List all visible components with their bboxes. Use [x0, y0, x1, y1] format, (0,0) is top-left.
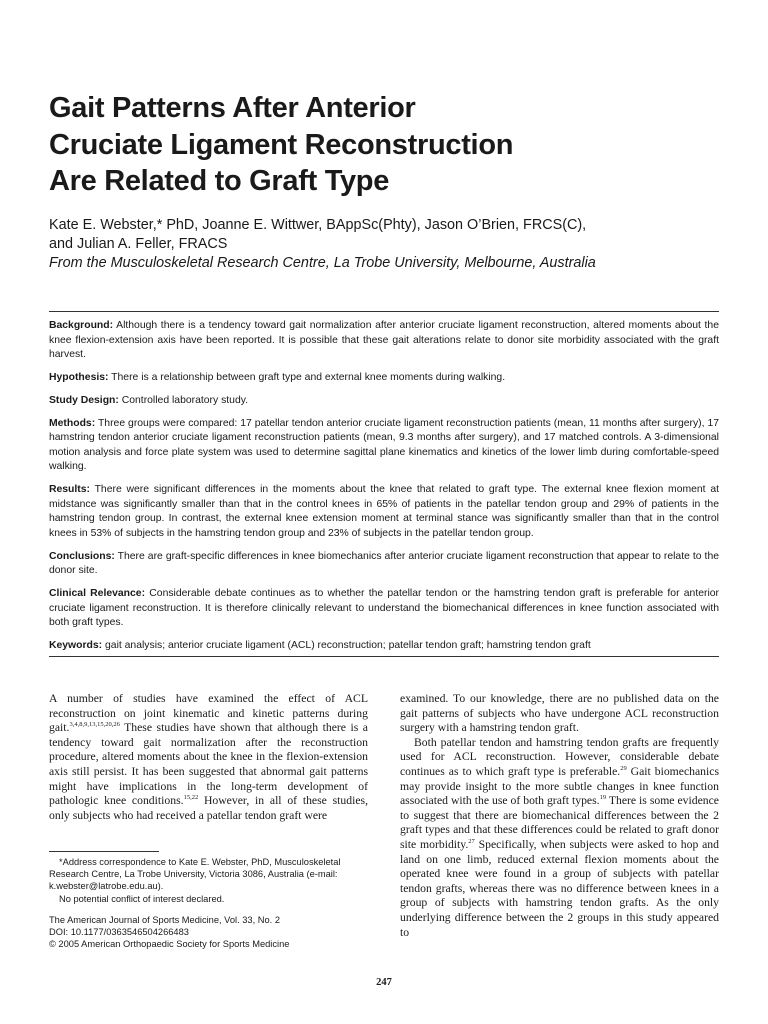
abstract-text: There were significant differences in the moments about the knee that related to graft type. The external knee flexion moment at midstance was significantly smaller than that in the control knees in 65% of patients in the patellar tendon group and 29% of patients in the hamstring tendon group. In contrast, the external knee extension moment at terminal stance was significantly smaller than that in the control knees in 53% of subjects in the hamstring tendon group and 23% of subjects in the patellar tendon group.: [49, 484, 719, 539]
citation: 29: [620, 764, 627, 772]
body-text: A number of studies have examined the effect of ACL reconstruction on joint kinematic and kinetic patterns during gait.: [49, 692, 368, 735]
citation: 19: [599, 794, 607, 802]
abstract-label: Keywords:: [49, 640, 103, 651]
paper-title: [49, 90, 689, 200]
abstract-background: [49, 319, 719, 363]
body-text: Gait biomechanics may provide insight to the more subtle changes in knee function associated with the use of both graft types.: [400, 764, 719, 808]
abstract-label: Study Design:: [49, 394, 119, 406]
abstract-conclusions: [49, 550, 719, 579]
body-text: These studies have shown that although there is a tendency toward gait normalization after the reconstruction procedure, altered moments about the knee in the flexion-extension axis still persist. It has been suggested that abnormal gait patterns might have implications in the long-term development of pathologic knee conditions.: [49, 721, 368, 808]
body-paragraph: [400, 736, 719, 940]
body-paragraph: [400, 692, 719, 736]
abstract: [49, 319, 719, 662]
abstract-label: Background:: [49, 320, 114, 331]
abstract-label: Methods:: [49, 417, 96, 429]
body-text: There is some evidence to suggest that there are biomechanical differences between the 2 graft types and that these differences could be related to graft donor site morbidity.: [400, 794, 719, 851]
journal-citation: The American Journal of Sports Medicine, Vol. 33, No. 2: [49, 915, 280, 925]
body-text: examined. To our knowledge, there are no published data on the gait patterns of subjects who have undergone ACL reconstruction surgery with a hamstring tendon graft.: [400, 692, 719, 735]
citation: 15,22: [183, 794, 199, 802]
footnote-conflict: No potential conflict of interest declared.: [59, 893, 225, 904]
authors-line: Kate E. Webster,* PhD, Joanne E. Wittwer, BAppSc(Phty), Jason O’Brien, FRCS(C),: [49, 217, 587, 233]
abstract-text: Three groups were compared: 17 patellar tendon anterior cruciate ligament reconstruction patients (mean, 11 months after surgery), 17 hamstring tendon anterior cruciate ligament reconstruction patients (mean, 9.3 months after surgery), and 17 matched controls. A 3-dimensional motion analysis and force plate system was used to determine sagittal plane kinematics and kinetics of the lower limb during comfortable-speed walking.: [49, 417, 720, 473]
abstract-text: Considerable debate continues as to whether the patellar tendon or the hamstring tendon graft is preferable for anterior cruciate ligament reconstruction. It is therefore clinically relevant to understand the biomechanical differences in knee function associated with both graft types.: [49, 588, 720, 629]
title-line: Cruciate Ligament Reconstruction: [49, 128, 514, 161]
body-column-right: [400, 692, 719, 940]
footnotes: [49, 856, 369, 905]
abstract-results: [49, 483, 719, 541]
abstract-keywords: [49, 639, 719, 654]
body-text: However, in all of these studies, only subjects who had received a patellar tendon graft were: [49, 794, 369, 822]
abstract-label: Clinical Relevance:: [49, 588, 146, 600]
abstract-top-divider: [49, 311, 719, 312]
abstract-hypothesis: [49, 371, 719, 386]
abstract-label: Hypothesis:: [49, 371, 109, 383]
abstract-study-design: [49, 394, 719, 409]
abstract-label: Conclusions:: [49, 550, 115, 562]
body-text: Both patellar tendon and hamstring tendon grafts are frequently used for ACL reconstruction. However, considerable debate continues as to which graft type is preferable.: [400, 735, 719, 778]
abstract-clinical-relevance: [49, 587, 719, 631]
abstract-label: Results:: [49, 484, 90, 496]
abstract-text: There is a relationship between graft type and external knee moments during walking.: [111, 371, 506, 383]
journal-info: [49, 914, 379, 951]
title-line: Are Related to Graft Type: [49, 165, 390, 197]
abstract-text: Although there is a tendency toward gait normalization after anterior cruciate ligament reconstruction, altered moments about the knee flexion-extension axis have been reported. It is possible that these gait alterations relate to donor site morbidity associated with the graft harvest.: [49, 320, 719, 361]
citation: 3,4,8,9,13,15,20,26: [69, 721, 120, 729]
abstract-text: There are graft-specific differences in knee biomechanics after anterior cruciate ligament reconstruction that appear to relate to the donor site.: [49, 550, 719, 577]
abstract-methods: [49, 417, 719, 475]
footnote-divider: [49, 851, 159, 852]
body-paragraph: [49, 692, 368, 823]
body-text: Specifically, when subjects were asked to hop and land on one limb, reduced external flexion moments about the operated knee were found in a group of subjects with patellar tendon grafts, whereas there was no difference between knees in a group of subjects with hamstring tendon grafts. As the only underlying difference between the 2 groups in this study appeared to: [400, 837, 719, 939]
abstract-text: Controlled laboratory study.: [121, 394, 249, 406]
page-number: 247: [376, 977, 392, 988]
copyright: © 2005 American Orthopaedic Society for Sports Medicine: [49, 939, 290, 950]
abstract-bottom-divider: [49, 656, 719, 657]
citation: 27: [468, 837, 475, 845]
body-column-left: [49, 692, 368, 823]
doi: DOI: 10.1177/0363546504266483: [49, 927, 189, 938]
affiliation: From the Musculoskeletal Research Centre, La Trobe University, Melbourne, Australia: [49, 255, 596, 271]
author-block: [49, 216, 729, 273]
footnote-address: *Address correspondence to Kate E. Webster, PhD, Musculoskeletal Research Centre, La Trobe University, Victoria 3086, Australia (e-mail: k.webster@latrobe.edu.au).: [49, 857, 341, 892]
authors-line: and Julian A. Feller, FRACS: [49, 236, 228, 252]
title-line: Gait Patterns After Anterior: [49, 92, 416, 124]
abstract-text: gait analysis; anterior cruciate ligament (ACL) reconstruction; patellar tendon graft; hamstring tendon graft: [105, 640, 591, 651]
